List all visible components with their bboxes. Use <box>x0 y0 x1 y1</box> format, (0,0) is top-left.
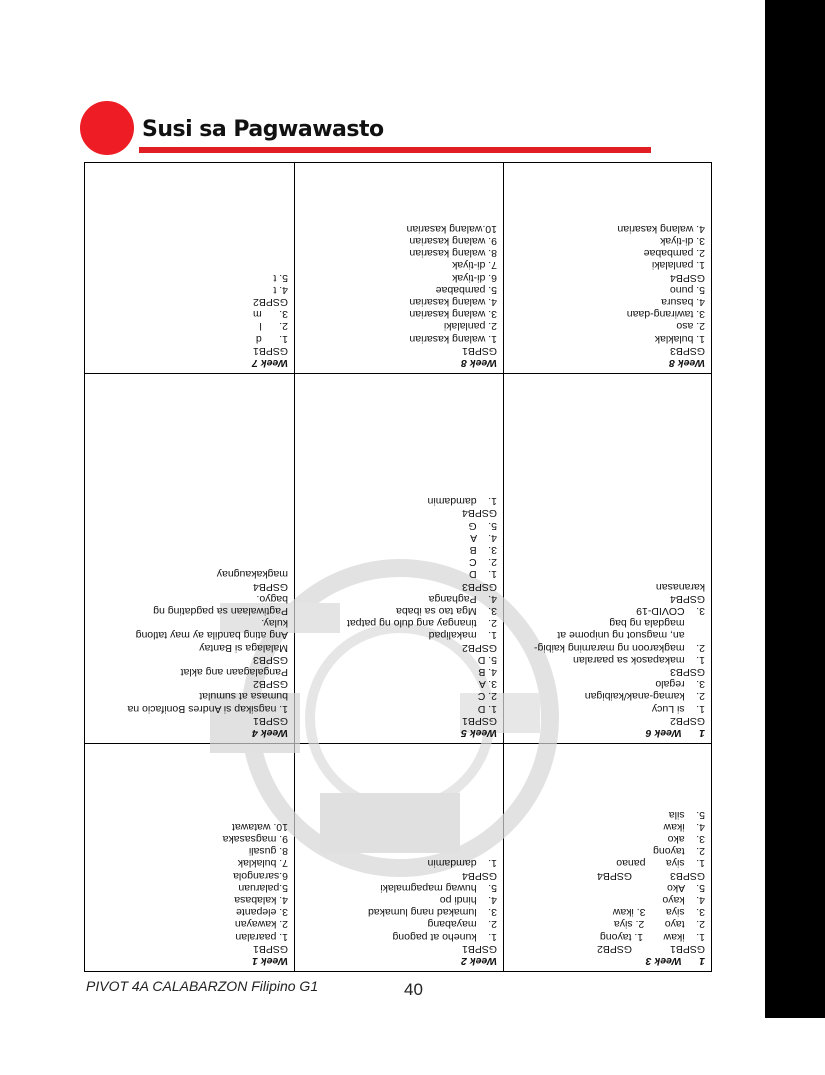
cell-line: 4. walang kasarian <box>617 222 705 235</box>
cell-week8-a <box>295 163 503 373</box>
red-circle-icon <box>80 101 134 155</box>
cell-line: GSPB3 <box>252 653 288 666</box>
cell-line: 2. mayabang <box>427 918 497 931</box>
cell-line: 3. siya 3. ikaw <box>612 906 705 919</box>
cell-week3 <box>504 744 711 971</box>
cell-line: 1. ikaw 1. tayong <box>599 930 705 943</box>
cell-line: 4. ikaw <box>663 820 705 833</box>
cell-line: kulay. <box>261 617 288 630</box>
cell-line: 10. watawat <box>231 820 288 833</box>
cell-line: Ang ating bandila ay may tatlong <box>135 629 288 642</box>
cell-line: 1. D <box>468 568 497 581</box>
cell-line: 2. aso <box>676 320 705 333</box>
cell-week2 <box>295 744 503 971</box>
cell-line: GSPB1 GSPB2 <box>597 942 705 955</box>
cell-line: GSPB1 <box>461 942 497 955</box>
cell-line: 2. magkaroon ng maraming kaibig- <box>534 641 705 654</box>
cell-header: Week 1 <box>252 955 288 967</box>
week8a-content <box>295 219 503 373</box>
page-title: Susi sa Pagwawasto <box>142 117 384 142</box>
week5-content <box>295 491 503 743</box>
cell-header: 1 Week 6 <box>645 727 705 739</box>
cell-week4 <box>85 374 294 743</box>
cell-line: GSPB3 GSPB4 <box>597 869 705 882</box>
cell-line: 1. paaralan <box>235 930 288 943</box>
cell-line: GSPB1 <box>252 344 288 357</box>
cell-line: GSPB1 <box>252 714 288 727</box>
cell-line: 5. D <box>477 653 497 666</box>
cell-line: 8. gusali <box>248 845 288 858</box>
cell-header: Week 2 <box>461 955 497 967</box>
cell-line: 2. pambabae <box>643 247 705 260</box>
cell-line: 4. kayo <box>662 893 705 906</box>
cell-line: GSPB1 <box>461 344 497 357</box>
cell-line: 4. A <box>470 531 497 544</box>
cell-line: 6.sarangola <box>233 869 288 882</box>
cell-week6 <box>504 374 711 743</box>
cell-line: Malalaga si Bantay <box>199 641 288 654</box>
cell-line: 3. walang kasarian <box>409 308 497 321</box>
week8b-content <box>504 219 711 373</box>
cell-line: karanasan <box>655 580 705 593</box>
cell-line: 1. D <box>477 702 497 715</box>
cell-week8-b <box>504 163 711 373</box>
cell-line: 5. puno <box>669 283 705 296</box>
cell-line: 2. C <box>477 690 497 703</box>
answer-key-table <box>84 162 712 972</box>
cell-week1 <box>85 744 294 971</box>
footer-text: PIVOT 4A CALABARZON Filipino G1 <box>86 978 319 994</box>
cell-line: GSPB1 <box>461 714 497 727</box>
week4-content <box>85 564 294 743</box>
cell-line: 7. bulaklak <box>237 857 288 870</box>
cell-header: Week 4 <box>252 727 288 739</box>
cell-line: 4. t <box>273 283 288 296</box>
cell-line: 2. kawayan <box>234 918 288 931</box>
cell-line: 6. di-tiyak <box>452 271 497 284</box>
cell-line: 2. tinangay ang dulo ng patpat <box>346 617 497 630</box>
cell-line: 2. tayo 2. siya <box>613 918 705 931</box>
cell-line: 5. G <box>468 519 497 532</box>
cell-line: 5. Ako <box>667 881 705 894</box>
week1-content <box>85 817 294 971</box>
cell-line: GSPB4 <box>461 507 497 520</box>
week2-content <box>295 853 503 971</box>
cell-line: 3. elepante <box>236 906 288 919</box>
cell-line: GSPB4 <box>252 580 288 593</box>
cell-line: bumasa at sumulat <box>199 690 288 703</box>
cell-line: 4. basura <box>661 295 705 308</box>
cell-line: Pagtiwalaan sa pagdating ng <box>153 604 288 617</box>
cell-line: 3. tawirang-daan <box>626 308 705 321</box>
cell-line: 1. damdamin <box>427 495 497 508</box>
cell-line: 4. hindi po <box>439 893 497 906</box>
cell-line: 1. damdamin <box>427 857 497 870</box>
cell-line: GSPB4 <box>669 271 705 284</box>
cell-line: 1. bulaklak <box>654 332 705 345</box>
cell-line: 5. pambabae <box>435 283 497 296</box>
cell-line: 1. siya panao <box>616 857 705 870</box>
cell-line: 9. magsasaka <box>222 832 288 845</box>
cell-line: GSPB1 <box>252 942 288 955</box>
cell-header: Week 8 <box>461 357 497 369</box>
cell-line: GSPB2 <box>252 678 288 691</box>
cell-line: 1. kuneho at pagong <box>392 930 497 943</box>
cell-line: GSPB3 <box>669 344 705 357</box>
cell-line: 1. makapasok sa paaralan <box>573 653 705 666</box>
cell-line: 5.palaruan <box>238 881 288 894</box>
cell-line: 7. di-tiyak <box>452 259 497 272</box>
cell-header: Week 5 <box>461 727 497 739</box>
cell-week7 <box>85 163 294 373</box>
cell-line: 2. C <box>468 556 497 569</box>
cell-header: Week 7 <box>252 357 288 369</box>
cell-header: Week 8 <box>669 357 705 369</box>
cell-line: 4. kalabasa <box>234 893 288 906</box>
cell-line: 3. A <box>478 678 497 691</box>
cell-line: GSPB4 <box>669 592 705 605</box>
cell-line: 3. m <box>252 308 288 321</box>
cell-line: 3. lumakad nang lumakad <box>368 906 497 919</box>
cell-line: 1. si Lucy <box>651 702 705 715</box>
cell-line: Pangalagaan ang aklat <box>180 665 288 678</box>
cell-line: an, magsuot ng unipome at <box>557 629 705 642</box>
cell-line: 10.walang kasarian <box>406 222 497 235</box>
cell-line: 3. di-tiyak <box>660 234 705 247</box>
cell-line: 9. walang kasarian <box>409 234 497 247</box>
page-number: 40 <box>404 980 423 999</box>
week6-content <box>504 576 711 743</box>
cell-line: 5. sila <box>668 808 705 821</box>
cell-line: 3. B <box>469 543 497 556</box>
cell-line: bagyo. <box>256 592 288 605</box>
cell-line: GSPB2 <box>461 641 497 654</box>
title-underline <box>139 147 651 153</box>
cell-line: 3. ako <box>667 832 705 845</box>
cell-line: GSPB3 <box>461 580 497 593</box>
cell-line: 2. l <box>259 320 288 333</box>
cell-line: 1. panlalaki <box>651 259 705 272</box>
week3-content <box>504 804 711 971</box>
cell-line: 5. t <box>273 271 288 284</box>
cell-line: 3. COVID-19 <box>636 604 705 617</box>
cell-line: 1. d <box>255 332 288 345</box>
cell-week5 <box>295 374 503 743</box>
cell-line: magkakaugnay <box>216 568 288 581</box>
cell-line: 3. regalo <box>655 678 705 691</box>
cell-line: magdala ng bag <box>609 617 705 630</box>
cell-line: GSPB3 <box>669 665 705 678</box>
cell-line: 1. makalipad <box>428 629 497 642</box>
week7-content <box>85 267 294 373</box>
cell-line: 4. walang kasarian <box>409 295 497 308</box>
cell-line: 8. walang kasarian <box>409 247 497 260</box>
cell-line: 4. Paghanga <box>428 592 497 605</box>
page-edge-bar <box>765 0 825 1018</box>
cell-line: GSPB2 <box>669 714 705 727</box>
cell-line: 1. walang kasarian <box>409 332 497 345</box>
cell-line: 1. nagsikap si Andres Bonifacio na <box>127 702 288 715</box>
cell-line: 2. panlalaki <box>443 320 497 333</box>
cell-line: 2. kamag-anak/kaibigan <box>584 690 705 703</box>
cell-line: GSPB2 <box>252 295 288 308</box>
cell-line: 3. Mga tao sa ibaba <box>396 604 497 617</box>
cell-line: 5. huwag mapagmalaki <box>380 881 497 894</box>
cell-header: 1 Week 3 <box>645 955 705 967</box>
cell-line: 4. B <box>478 665 497 678</box>
cell-line: GSPB4 <box>461 869 497 882</box>
cell-line: 2. tayong <box>653 845 705 858</box>
